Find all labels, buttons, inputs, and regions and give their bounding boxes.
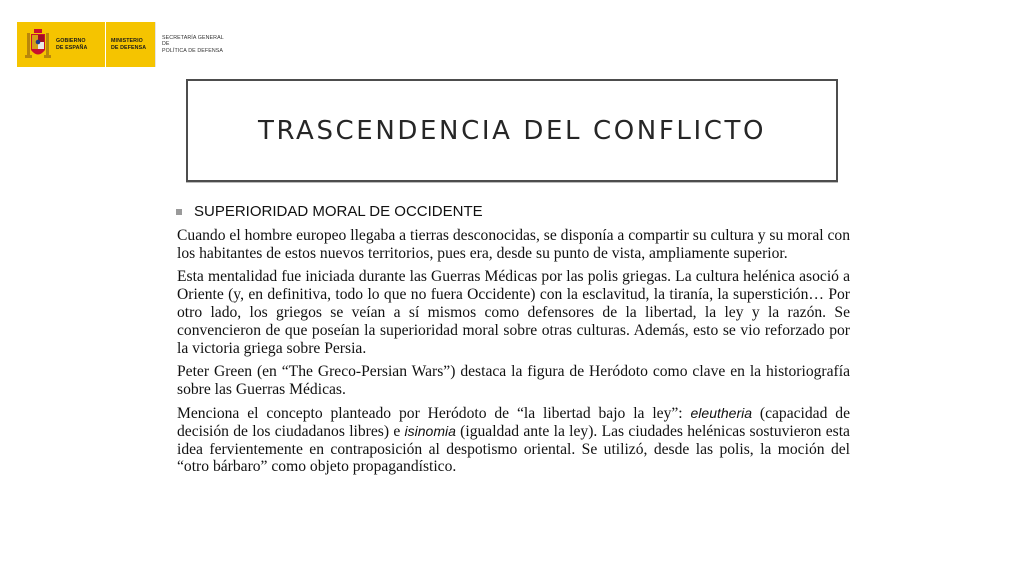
- paragraph-1: Cuando el hombre europeo llegaba a tierras desconocidas, se disponía a compartir su cultura y su moral con los habitantes de estos nuevos territorios, pues era, desde su punto de vista, ampliamente superior.: [177, 226, 850, 262]
- secretaria-label: SECRETARÍA GENERAL DE POLÍTICA DE DEFENSA: [162, 34, 224, 54]
- slide-content: [177, 203, 850, 482]
- coat-of-arms-icon: [25, 28, 51, 62]
- term-eleutheria: eleutheria: [690, 404, 753, 421]
- ministerio-block: [105, 22, 155, 67]
- gobierno-block: [17, 22, 105, 67]
- paragraph-4: [177, 405, 850, 476]
- paragraph-2: Esta mentalidad fue iniciada durante las Guerras Médicas por las polis griegas. La cultura helénica asoció a Oriente (y, en definitiva, todo lo que no fuera Occidente) con la esclavitud, la tiranía, la superstición… Por otro lado, los griegos se veían a sí mismos como defensores de la libertad, la ley y la razón. Se convencieron de que poseían la superioridad moral sobre otras culturas. Además, esto se vio reforzado por la victoria griega sobre Persia.: [177, 268, 850, 357]
- gobierno-label: GOBIERNO DE ESPAÑA: [56, 38, 88, 51]
- bullet-heading: [176, 203, 850, 221]
- term-isinomia: isinomia: [404, 422, 456, 439]
- slide-title-box: [186, 79, 838, 182]
- bullet-heading-text: SUPERIORIDAD MORAL DE OCCIDENTE: [194, 203, 483, 220]
- ministerio-label: MINISTERIO DE DEFENSA: [111, 38, 147, 51]
- square-bullet-icon: [176, 209, 182, 215]
- paragraph-4-part-b: (capacidad de decisión de los ciudadanos libres) e: [177, 404, 850, 440]
- paragraph-4-part-a: Menciona el concepto planteado por Heródoto de “la libertad bajo la ley”:: [177, 404, 691, 422]
- secretaria-block: [155, 22, 228, 67]
- government-logo-banner: [17, 22, 228, 67]
- paragraph-4-part-c: (igualdad ante la ley). Las ciudades helénicas sostuvieron esta idea fervientemente en contraposición al despotismo oriental. Se utilizó, desde las polis, la moción del “otro bárbaro” como objeto propagandístico.: [177, 422, 850, 476]
- paragraph-3: Peter Green (en “The Greco-Persian Wars”) destaca la figura de Heródoto como clave en la historiografía sobre las Guerras Médicas.: [177, 363, 850, 399]
- slide-title: TRASCENDENCIA DEL CONFLICTO: [257, 115, 767, 146]
